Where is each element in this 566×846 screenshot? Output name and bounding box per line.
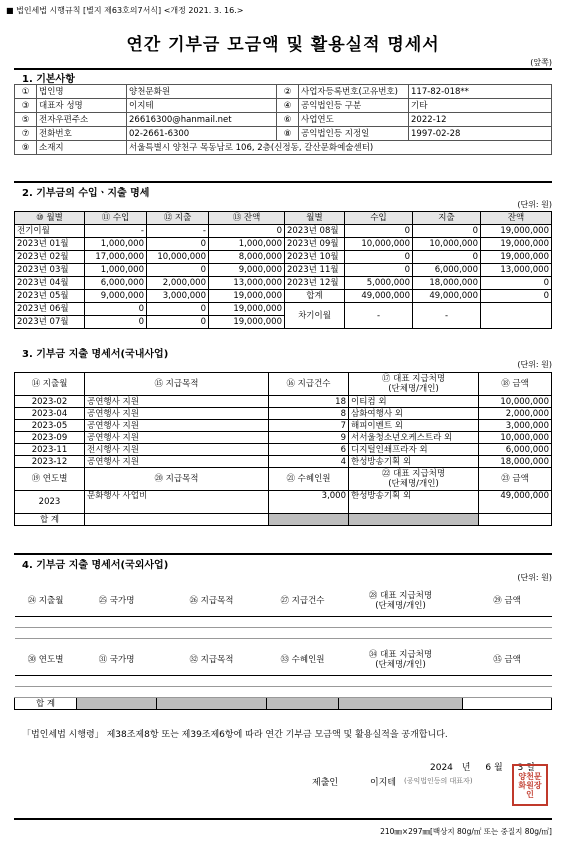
empty-cell: [463, 676, 552, 687]
month-cell: 2023년 10월: [285, 251, 345, 264]
empty-cell: [463, 628, 552, 639]
submitter-note: (공익법인등의 대표자): [404, 777, 473, 785]
empty-cell: [157, 687, 267, 698]
balance-cell: 0: [209, 225, 285, 238]
balance-cell: 9,000,000: [209, 264, 285, 277]
field-value: 02-2661-6300: [127, 127, 277, 141]
income-cell: 6,000,000: [85, 277, 147, 290]
column-header: ⑱ 금액: [479, 373, 552, 396]
column-header: ㉕ 국가명: [77, 586, 157, 617]
table-row: [15, 687, 552, 698]
column-header: ㉖ 지급목적: [157, 586, 267, 617]
seal-text: 양천문화원장인: [518, 771, 542, 799]
column-header: ㉛ 국가명: [77, 645, 157, 676]
date-year: 2024: [430, 763, 453, 773]
basic-info-row: [15, 127, 552, 141]
expense-cell: 0: [413, 251, 481, 264]
column-header: ⑮ 지급목적: [85, 373, 269, 396]
date-year-unit: 년: [461, 763, 471, 773]
column-header: 수입: [345, 212, 413, 225]
income-cell: -: [85, 225, 147, 238]
field-number: ④: [277, 99, 299, 113]
amount: 18,000,000: [479, 456, 552, 468]
expense-cell: 18,000,000: [413, 277, 481, 290]
carry-label: 차기이월: [285, 303, 345, 329]
balance-cell: 19,000,000: [481, 225, 552, 238]
amount: 3,000,000: [479, 420, 552, 432]
empty-cell: [77, 687, 157, 698]
income-cell: 0: [85, 303, 147, 316]
expense-month: 2023-05: [15, 420, 85, 432]
month-cell: 전기이월: [15, 225, 85, 238]
month-cell: 2023년 06월: [15, 303, 85, 316]
payment-purpose: 전시행사 지원: [85, 444, 269, 456]
field-label: 전화번호: [37, 127, 127, 141]
field-number: ③: [15, 99, 37, 113]
empty-cell: [339, 676, 463, 687]
balance-cell: 19,000,000: [481, 251, 552, 264]
empty-cell: [463, 687, 552, 698]
column-header: ㉟ 금액: [463, 645, 552, 676]
section2-heading: 2. 기부금의 수입ㆍ지출 명세: [22, 188, 150, 199]
month-cell: 2023년 09월: [285, 238, 345, 251]
expense-month: 2023-04: [15, 408, 85, 420]
column-header: 잔액: [481, 212, 552, 225]
balance-cell: 19,000,000: [481, 238, 552, 251]
section3-unit: (단위: 원): [517, 360, 552, 369]
income-cell: 10,000,000: [345, 238, 413, 251]
payment-purpose: 공연행사 지원: [85, 408, 269, 420]
column-header: ㉘ 대표 지급처명 (단체명/개인): [339, 586, 463, 617]
field-label: 대표자 성명: [37, 99, 127, 113]
field-number: ⑨: [15, 141, 37, 155]
field-value: 1997-02-28: [409, 127, 552, 141]
section4-unit: (단위: 원): [517, 573, 552, 582]
field-value: 양천문화원: [127, 85, 277, 99]
month-cell: 2023년 07월: [15, 316, 85, 329]
expense-cell: -: [147, 225, 209, 238]
total-cell: [339, 698, 463, 710]
column-header: ㉙ 금액: [463, 586, 552, 617]
expense-cell: 10,000,000: [413, 238, 481, 251]
carry-income: -: [345, 303, 413, 329]
expense-cell: 0: [147, 238, 209, 251]
table-row: [15, 396, 552, 408]
field-number: ⑦: [15, 127, 37, 141]
column-header: ㉗ 지급건수: [267, 586, 339, 617]
payment-count: 7: [269, 420, 349, 432]
expense-cell: 49,000,000: [413, 290, 481, 303]
balance-cell: 8,000,000: [209, 251, 285, 264]
total-label: 합 계: [15, 698, 77, 710]
payment-count: 18: [269, 396, 349, 408]
column-header: ㉜ 지급목적: [157, 645, 267, 676]
amount: 6,000,000: [479, 444, 552, 456]
empty-cell: [157, 676, 267, 687]
table-row: [15, 628, 552, 639]
empty-cell: [15, 676, 77, 687]
section4-heading: 4. 기부금 지출 명세서(국외사업): [22, 560, 169, 571]
expense-cell: 0: [413, 225, 481, 238]
balance-cell: 13,000,000: [481, 264, 552, 277]
empty-cell: [15, 687, 77, 698]
payment-purpose: 공연행사 지원: [85, 432, 269, 444]
month-cell: 2023년 03월: [15, 264, 85, 277]
column-header: ㉔ 지출월: [15, 586, 77, 617]
field-value: 기타: [409, 99, 552, 113]
table-header: [15, 586, 552, 617]
table-row: [15, 277, 552, 290]
total-amount: [463, 698, 552, 710]
column-header: 월별: [285, 212, 345, 225]
expense-month: 2023-09: [15, 432, 85, 444]
income-cell: 0: [345, 264, 413, 277]
field-number: ⑧: [277, 127, 299, 141]
field-label: 공익법인등 구분: [299, 99, 409, 113]
table-row: [15, 617, 552, 628]
expense-cell: 0: [147, 303, 209, 316]
total-amount: [479, 514, 552, 526]
table-header: [15, 373, 552, 396]
field-value: 이지테: [127, 99, 277, 113]
column-header: ⑪ 수입: [85, 212, 147, 225]
income-cell: 1,000,000: [85, 264, 147, 277]
payment-count: 9: [269, 432, 349, 444]
table-row: [15, 676, 552, 687]
form-reference: ■ 법인세법 시행규칙 [별지 제63호의7서식] <개정 2021. 3. 16.>: [6, 6, 244, 15]
income-cell: 5,000,000: [345, 277, 413, 290]
payment-purpose: 문화행사 사업비: [85, 491, 269, 514]
recipient: 한성방송기획 외: [349, 491, 479, 514]
balance-cell: 0: [481, 290, 552, 303]
column-header: ⑳ 지급목적: [85, 468, 269, 491]
income-cell: 0: [345, 251, 413, 264]
total-cell: [77, 698, 157, 710]
field-label: 사업자등록번호(고유번호): [299, 85, 409, 99]
table-row: [15, 420, 552, 432]
recipient: 한성방송기획 외: [349, 456, 479, 468]
total-cell: [157, 698, 267, 710]
field-number: ②: [277, 85, 299, 99]
total-row: [15, 514, 552, 526]
section2-unit: (단위: 원): [517, 200, 552, 209]
empty-cell: [267, 628, 339, 639]
table-row: [15, 408, 552, 420]
total-cell: [267, 698, 339, 710]
table-row: [15, 432, 552, 444]
amount: 49,000,000: [479, 491, 552, 514]
column-header: ㉝ 수혜인원: [267, 645, 339, 676]
balance-cell: 19,000,000: [209, 316, 285, 329]
total-cell: [85, 514, 269, 526]
balance-cell: 19,000,000: [209, 303, 285, 316]
month-cell: 2023년 05월: [15, 290, 85, 303]
expense-cell: 3,000,000: [147, 290, 209, 303]
balance-cell: 0: [481, 277, 552, 290]
table-row: [15, 225, 552, 238]
section1-heading: 1. 기본사항: [22, 74, 75, 85]
empty-cell: [15, 628, 77, 639]
date-day-unit: 일: [526, 763, 535, 773]
paper-spec: 210㎜×297㎜[백상지 80g/㎡ 또는 중질지 80g/㎡]: [380, 827, 552, 836]
table-row: [15, 491, 552, 514]
payment-count: 4: [269, 456, 349, 468]
domestic-expense-table: [14, 372, 552, 526]
income-cell: 17,000,000: [85, 251, 147, 264]
empty-cell: [77, 628, 157, 639]
page-title: 연간 기부금 모금액 및 활용실적 명세서: [126, 35, 440, 55]
income-expense-table: [14, 211, 552, 329]
expense-cell: 6,000,000: [413, 264, 481, 277]
income-cell: 0: [85, 316, 147, 329]
empty-cell: [339, 628, 463, 639]
amount: 2,000,000: [479, 408, 552, 420]
field-label: 사업연도: [299, 113, 409, 127]
empty-cell: [157, 617, 267, 628]
payment-count: 6: [269, 444, 349, 456]
table-header: [15, 645, 552, 676]
recipient: 이티컴 외: [349, 396, 479, 408]
table-header: [15, 468, 552, 491]
income-cell: 9,000,000: [85, 290, 147, 303]
column-header: ⑯ 지급건수: [269, 373, 349, 396]
basic-info-row: [15, 141, 552, 155]
field-number: ①: [15, 85, 37, 99]
month-cell: 2023년 08월: [285, 225, 345, 238]
month-cell: 2023년 04월: [15, 277, 85, 290]
month-cell: 2023년 02월: [15, 251, 85, 264]
empty-cell: [267, 617, 339, 628]
payment-purpose: 공연행사 지원: [85, 420, 269, 432]
column-header: ㉞ 대표 지급처명 (단체명/개인): [339, 645, 463, 676]
column-header: ⑩ 월별: [15, 212, 85, 225]
field-value: 117-82-018**: [409, 85, 552, 99]
carry-expense: -: [413, 303, 481, 329]
empty-cell: [463, 617, 552, 628]
recipient: 삼화여행사 외: [349, 408, 479, 420]
total-cell: [269, 514, 349, 526]
table-row: [15, 290, 552, 303]
expense-cell: 0: [147, 316, 209, 329]
field-label: 법인명: [37, 85, 127, 99]
expense-month: 2023-02: [15, 396, 85, 408]
table-row: [15, 456, 552, 468]
basic-info-table: [14, 84, 552, 155]
field-number: ⑥: [277, 113, 299, 127]
balance-cell: 19,000,000: [209, 290, 285, 303]
column-header: ㉒ 대표 지급처명 (단체명/개인): [349, 468, 479, 491]
field-number: ⑤: [15, 113, 37, 127]
payment-purpose: 공연행사 지원: [85, 396, 269, 408]
income-cell: 49,000,000: [345, 290, 413, 303]
income-cell: 1,000,000: [85, 238, 147, 251]
field-label: 소재지: [37, 141, 127, 155]
empty-cell: [15, 617, 77, 628]
month-cell: 2023년 11월: [285, 264, 345, 277]
date-day: 3: [517, 763, 524, 773]
amount: 10,000,000: [479, 432, 552, 444]
column-header: ⑰ 대표 지급처명 (단체명/개인): [349, 373, 479, 396]
empty-cell: [339, 687, 463, 698]
beneficiaries: 3,000: [269, 491, 349, 514]
column-header: 지출: [413, 212, 481, 225]
table-row: [15, 444, 552, 456]
column-header: ㉑ 수혜인원: [269, 468, 349, 491]
submitter-name: 이지테: [370, 778, 397, 788]
recipient: 해피이벤트 외: [349, 420, 479, 432]
empty-cell: [267, 676, 339, 687]
field-label: 공익법인등 지정일: [299, 127, 409, 141]
field-label: 전자우편주소: [37, 113, 127, 127]
empty-cell: [77, 676, 157, 687]
table-header: [15, 212, 552, 225]
date-month-unit: 월: [493, 763, 503, 773]
expense-cell: 10,000,000: [147, 251, 209, 264]
expense-month: 2023-12: [15, 456, 85, 468]
empty-cell: [77, 617, 157, 628]
payment-purpose: 공연행사 지원: [85, 456, 269, 468]
balance-cell: 1,000,000: [209, 238, 285, 251]
column-header: ㉚ 연도별: [15, 645, 77, 676]
total-row: [15, 698, 552, 710]
total-label: 합 계: [15, 514, 85, 526]
total-cell: [349, 514, 479, 526]
balance-cell: 13,000,000: [209, 277, 285, 290]
table-row: [15, 303, 552, 316]
basic-info-row: [15, 99, 552, 113]
basic-info-row: [15, 85, 552, 99]
recipient: 디지털인쇄프라자 외: [349, 444, 479, 456]
field-value: 2022-12: [409, 113, 552, 127]
table-row: [15, 238, 552, 251]
month-cell: 2023년 12월: [285, 277, 345, 290]
income-cell: 0: [345, 225, 413, 238]
column-header: ⑲ 연도별: [15, 468, 85, 491]
field-value: 26616300@hanmail.net: [127, 113, 277, 127]
declaration-statement: 「법인세법 시행령」 제38조제8항 또는 제39조제6항에 따라 연간 기부금 모금액 및 활용실적을 공개합니다.: [22, 730, 448, 740]
expense-cell: 2,000,000: [147, 277, 209, 290]
field-value: 서울특별시 양천구 목동남로 106, 2층(신정동, 갈산문화예술센터): [127, 141, 552, 155]
month-cell: 2023년 01월: [15, 238, 85, 251]
column-header: ㉓ 금액: [479, 468, 552, 491]
date-month: 6: [485, 763, 492, 773]
year-cell: 2023: [15, 491, 85, 514]
column-header: ⑬ 잔액: [209, 212, 285, 225]
overseas-expense-table: [14, 586, 552, 710]
amount: 10,000,000: [479, 396, 552, 408]
submitter-label: 제출인: [312, 778, 339, 788]
table-row: [15, 264, 552, 277]
column-header: ⑭ 지출월: [15, 373, 85, 396]
empty-cell: [157, 628, 267, 639]
table-row: [15, 251, 552, 264]
expense-month: 2023-11: [15, 444, 85, 456]
month-cell: 합계: [285, 290, 345, 303]
column-header: ⑫ 지출: [147, 212, 209, 225]
expense-cell: 0: [147, 264, 209, 277]
section3-heading: 3. 기부금 지출 명세서(국내사업): [22, 349, 169, 360]
payment-count: 8: [269, 408, 349, 420]
official-seal: [512, 764, 548, 806]
recipient: 서서울청소년오케스트라 외: [349, 432, 479, 444]
basic-info-row: [15, 113, 552, 127]
empty-cell: [267, 687, 339, 698]
page-note: (앞쪽): [530, 58, 552, 67]
carry-balance: [481, 303, 552, 329]
empty-cell: [339, 617, 463, 628]
